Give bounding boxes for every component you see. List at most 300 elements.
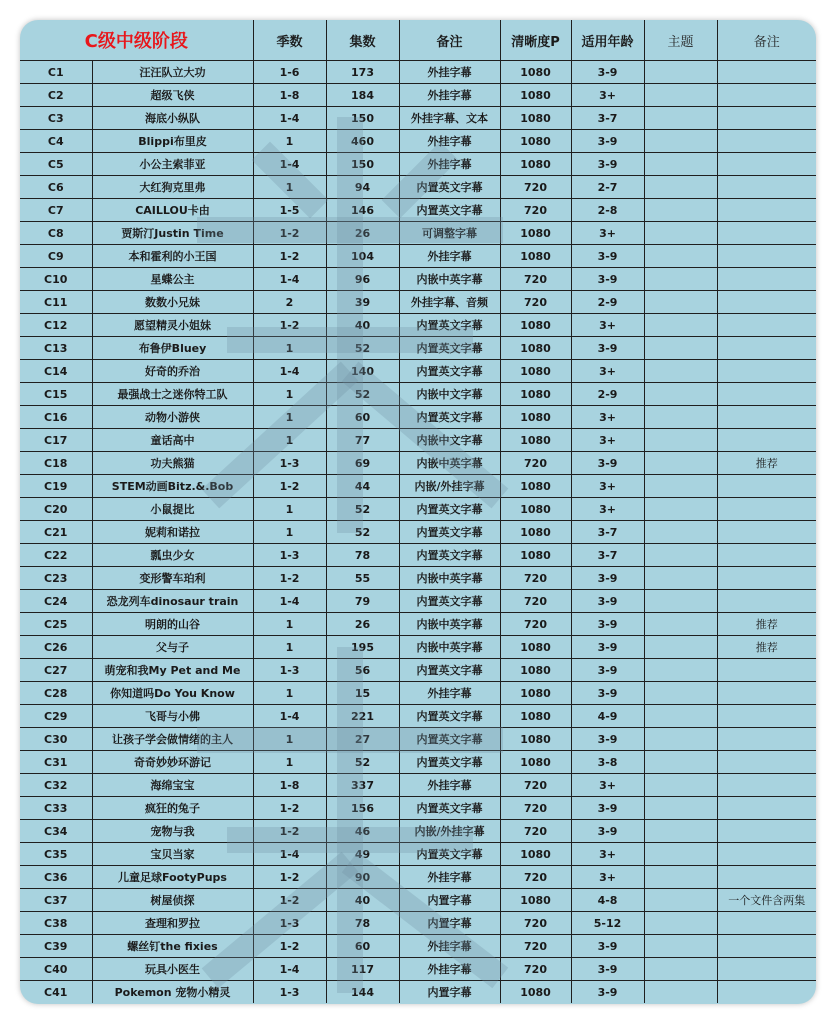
table-row bbox=[20, 153, 816, 176]
row-age: 3-8 bbox=[571, 751, 644, 774]
table-row bbox=[20, 889, 816, 912]
row-remark: 内嵌中英字幕 bbox=[399, 636, 500, 659]
row-age: 3-9 bbox=[571, 61, 644, 84]
row-season: 1-5 bbox=[253, 199, 326, 222]
row-age: 5-12 bbox=[571, 912, 644, 935]
header-resolution: 清晰度P bbox=[500, 20, 571, 61]
row-code: C3 bbox=[20, 107, 92, 130]
row-remark: 内置英文字幕 bbox=[399, 751, 500, 774]
row-episodes: 52 bbox=[326, 498, 399, 521]
row-age: 3-9 bbox=[571, 797, 644, 820]
row-age: 3+ bbox=[571, 498, 644, 521]
row-title: 查理和罗拉 bbox=[92, 912, 253, 935]
row-age: 3+ bbox=[571, 84, 644, 107]
row-code: C40 bbox=[20, 958, 92, 981]
row-episodes: 15 bbox=[326, 682, 399, 705]
row-note bbox=[717, 199, 816, 222]
row-age: 3-9 bbox=[571, 245, 644, 268]
row-resolution: 1080 bbox=[500, 544, 571, 567]
row-theme bbox=[644, 843, 717, 866]
row-age: 2-7 bbox=[571, 176, 644, 199]
table-row bbox=[20, 84, 816, 107]
row-season: 1-2 bbox=[253, 475, 326, 498]
row-episodes: 337 bbox=[326, 774, 399, 797]
row-code: C22 bbox=[20, 544, 92, 567]
row-note: 推荐 bbox=[717, 613, 816, 636]
row-theme bbox=[644, 268, 717, 291]
row-episodes: 96 bbox=[326, 268, 399, 291]
row-theme bbox=[644, 107, 717, 130]
row-note: 推荐 bbox=[717, 636, 816, 659]
row-episodes: 56 bbox=[326, 659, 399, 682]
row-remark: 内置英文字幕 bbox=[399, 843, 500, 866]
row-code: C18 bbox=[20, 452, 92, 475]
row-note bbox=[717, 475, 816, 498]
row-note bbox=[717, 843, 816, 866]
row-remark: 可调整字幕 bbox=[399, 222, 500, 245]
table-row bbox=[20, 981, 816, 1004]
row-note bbox=[717, 521, 816, 544]
row-season: 1 bbox=[253, 337, 326, 360]
row-resolution: 720 bbox=[500, 935, 571, 958]
row-resolution: 1080 bbox=[500, 222, 571, 245]
table-row bbox=[20, 199, 816, 222]
row-theme bbox=[644, 590, 717, 613]
row-episodes: 52 bbox=[326, 751, 399, 774]
row-episodes: 79 bbox=[326, 590, 399, 613]
row-note bbox=[717, 107, 816, 130]
row-episodes: 117 bbox=[326, 958, 399, 981]
row-remark: 外挂字幕 bbox=[399, 84, 500, 107]
row-code: C28 bbox=[20, 682, 92, 705]
row-note bbox=[717, 153, 816, 176]
row-note bbox=[717, 912, 816, 935]
row-age: 3-9 bbox=[571, 590, 644, 613]
header-note: 备注 bbox=[717, 20, 816, 61]
row-remark: 内置英文字幕 bbox=[399, 544, 500, 567]
row-episodes: 52 bbox=[326, 383, 399, 406]
row-season: 1 bbox=[253, 176, 326, 199]
row-age: 3-9 bbox=[571, 682, 644, 705]
row-remark: 内置字幕 bbox=[399, 889, 500, 912]
row-title: 数数小兄妹 bbox=[92, 291, 253, 314]
row-season: 1-3 bbox=[253, 981, 326, 1004]
row-episodes: 26 bbox=[326, 222, 399, 245]
row-remark: 外挂字幕 bbox=[399, 774, 500, 797]
row-note bbox=[717, 682, 816, 705]
row-code: C31 bbox=[20, 751, 92, 774]
row-resolution: 720 bbox=[500, 268, 571, 291]
row-remark: 内置英文字幕 bbox=[399, 314, 500, 337]
row-remark: 内置英文字幕 bbox=[399, 797, 500, 820]
row-age: 3-9 bbox=[571, 636, 644, 659]
row-resolution: 720 bbox=[500, 613, 571, 636]
row-title: 宝贝当家 bbox=[92, 843, 253, 866]
row-title: 童话高中 bbox=[92, 429, 253, 452]
row-code: C15 bbox=[20, 383, 92, 406]
row-title: 汪汪队立大功 bbox=[92, 61, 253, 84]
row-title: 明朗的山谷 bbox=[92, 613, 253, 636]
row-age: 2-8 bbox=[571, 199, 644, 222]
row-episodes: 156 bbox=[326, 797, 399, 820]
row-title: 小公主索菲亚 bbox=[92, 153, 253, 176]
row-season: 1 bbox=[253, 636, 326, 659]
row-code: C7 bbox=[20, 199, 92, 222]
row-episodes: 52 bbox=[326, 337, 399, 360]
table-row bbox=[20, 337, 816, 360]
row-title: 愿望精灵小姐妹 bbox=[92, 314, 253, 337]
row-remark: 内嵌中英字幕 bbox=[399, 613, 500, 636]
row-code: C1 bbox=[20, 61, 92, 84]
row-episodes: 49 bbox=[326, 843, 399, 866]
row-resolution: 1080 bbox=[500, 843, 571, 866]
row-code: C2 bbox=[20, 84, 92, 107]
row-season: 1 bbox=[253, 498, 326, 521]
row-episodes: 140 bbox=[326, 360, 399, 383]
row-resolution: 1080 bbox=[500, 981, 571, 1004]
row-resolution: 1080 bbox=[500, 475, 571, 498]
row-code: C30 bbox=[20, 728, 92, 751]
row-code: C36 bbox=[20, 866, 92, 889]
table-row bbox=[20, 268, 816, 291]
row-theme bbox=[644, 360, 717, 383]
row-theme bbox=[644, 429, 717, 452]
row-note bbox=[717, 728, 816, 751]
row-remark: 外挂字幕、音频 bbox=[399, 291, 500, 314]
header-episodes: 集数 bbox=[326, 20, 399, 61]
row-code: C4 bbox=[20, 130, 92, 153]
table-row bbox=[20, 820, 816, 843]
row-resolution: 720 bbox=[500, 912, 571, 935]
row-theme bbox=[644, 682, 717, 705]
row-title: 疯狂的兔子 bbox=[92, 797, 253, 820]
row-theme bbox=[644, 498, 717, 521]
row-age: 3+ bbox=[571, 429, 644, 452]
table-row bbox=[20, 429, 816, 452]
row-age: 3+ bbox=[571, 222, 644, 245]
row-theme bbox=[644, 889, 717, 912]
row-resolution: 1080 bbox=[500, 498, 571, 521]
row-code: C38 bbox=[20, 912, 92, 935]
table-row bbox=[20, 314, 816, 337]
row-season: 1-8 bbox=[253, 774, 326, 797]
row-theme bbox=[644, 659, 717, 682]
row-episodes: 44 bbox=[326, 475, 399, 498]
table-row bbox=[20, 567, 816, 590]
row-title: 最强战士之迷你特工队 bbox=[92, 383, 253, 406]
row-season: 1-4 bbox=[253, 590, 326, 613]
row-note bbox=[717, 567, 816, 590]
row-remark: 外挂字幕、文本 bbox=[399, 107, 500, 130]
row-season: 1-4 bbox=[253, 360, 326, 383]
row-episodes: 78 bbox=[326, 912, 399, 935]
row-theme bbox=[644, 820, 717, 843]
row-code: C17 bbox=[20, 429, 92, 452]
row-season: 1-3 bbox=[253, 544, 326, 567]
row-title: 功夫熊猫 bbox=[92, 452, 253, 475]
row-code: C41 bbox=[20, 981, 92, 1004]
row-theme bbox=[644, 521, 717, 544]
row-theme bbox=[644, 567, 717, 590]
row-remark: 内置英文字幕 bbox=[399, 176, 500, 199]
row-episodes: 26 bbox=[326, 613, 399, 636]
row-note bbox=[717, 958, 816, 981]
row-remark: 外挂字幕 bbox=[399, 153, 500, 176]
header-remark: 备注 bbox=[399, 20, 500, 61]
row-episodes: 69 bbox=[326, 452, 399, 475]
row-remark: 外挂字幕 bbox=[399, 866, 500, 889]
row-note: 推荐 bbox=[717, 452, 816, 475]
row-title: 瓢虫少女 bbox=[92, 544, 253, 567]
row-note bbox=[717, 705, 816, 728]
row-season: 1-6 bbox=[253, 61, 326, 84]
row-note bbox=[717, 176, 816, 199]
row-season: 1-2 bbox=[253, 889, 326, 912]
row-season: 1-4 bbox=[253, 705, 326, 728]
table-row bbox=[20, 682, 816, 705]
row-resolution: 1080 bbox=[500, 889, 571, 912]
table-row bbox=[20, 705, 816, 728]
row-note bbox=[717, 820, 816, 843]
row-episodes: 40 bbox=[326, 314, 399, 337]
row-remark: 内嵌中英字幕 bbox=[399, 268, 500, 291]
row-resolution: 1080 bbox=[500, 728, 571, 751]
row-age: 3-9 bbox=[571, 820, 644, 843]
row-remark: 外挂字幕 bbox=[399, 61, 500, 84]
row-season: 1-3 bbox=[253, 452, 326, 475]
row-resolution: 1080 bbox=[500, 107, 571, 130]
row-season: 1 bbox=[253, 429, 326, 452]
table-row bbox=[20, 751, 816, 774]
row-age: 3-9 bbox=[571, 337, 644, 360]
row-season: 1-2 bbox=[253, 797, 326, 820]
row-episodes: 150 bbox=[326, 153, 399, 176]
row-age: 3-9 bbox=[571, 935, 644, 958]
row-title: 螺丝钉the fixies bbox=[92, 935, 253, 958]
row-remark: 内嵌/外挂字幕 bbox=[399, 820, 500, 843]
row-theme bbox=[644, 728, 717, 751]
row-age: 3+ bbox=[571, 314, 644, 337]
row-age: 2-9 bbox=[571, 291, 644, 314]
row-title: 海底小纵队 bbox=[92, 107, 253, 130]
row-title: 奇奇妙妙环游记 bbox=[92, 751, 253, 774]
row-code: C14 bbox=[20, 360, 92, 383]
row-resolution: 1080 bbox=[500, 751, 571, 774]
row-title: 海绵宝宝 bbox=[92, 774, 253, 797]
row-remark: 内嵌/外挂字幕 bbox=[399, 475, 500, 498]
table-row bbox=[20, 590, 816, 613]
row-theme bbox=[644, 84, 717, 107]
row-theme bbox=[644, 751, 717, 774]
row-note bbox=[717, 291, 816, 314]
table-row bbox=[20, 291, 816, 314]
row-age: 3-7 bbox=[571, 544, 644, 567]
row-note bbox=[717, 406, 816, 429]
row-episodes: 77 bbox=[326, 429, 399, 452]
row-remark: 内置英文字幕 bbox=[399, 590, 500, 613]
row-season: 1 bbox=[253, 130, 326, 153]
row-code: C19 bbox=[20, 475, 92, 498]
row-remark: 内嵌中文字幕 bbox=[399, 429, 500, 452]
row-code: C35 bbox=[20, 843, 92, 866]
row-remark: 内置英文字幕 bbox=[399, 659, 500, 682]
row-episodes: 195 bbox=[326, 636, 399, 659]
row-season: 1-4 bbox=[253, 843, 326, 866]
row-note bbox=[717, 360, 816, 383]
row-title: 星蝶公主 bbox=[92, 268, 253, 291]
row-resolution: 1080 bbox=[500, 521, 571, 544]
table-row bbox=[20, 452, 816, 475]
row-code: C33 bbox=[20, 797, 92, 820]
row-age: 3-9 bbox=[571, 958, 644, 981]
row-age: 3-9 bbox=[571, 153, 644, 176]
row-theme bbox=[644, 176, 717, 199]
header-season: 季数 bbox=[253, 20, 326, 61]
row-season: 1-2 bbox=[253, 314, 326, 337]
table-row bbox=[20, 958, 816, 981]
row-code: C20 bbox=[20, 498, 92, 521]
row-title: 布鲁伊Bluey bbox=[92, 337, 253, 360]
row-title: 萌宠和我My Pet and Me bbox=[92, 659, 253, 682]
row-code: C16 bbox=[20, 406, 92, 429]
row-theme bbox=[644, 475, 717, 498]
row-note bbox=[717, 590, 816, 613]
table-row bbox=[20, 383, 816, 406]
row-code: C5 bbox=[20, 153, 92, 176]
row-season: 1 bbox=[253, 682, 326, 705]
row-age: 3-9 bbox=[571, 659, 644, 682]
header-theme: 主题 bbox=[644, 20, 717, 61]
row-title: Blippi布里皮 bbox=[92, 130, 253, 153]
row-episodes: 60 bbox=[326, 406, 399, 429]
row-remark: 外挂字幕 bbox=[399, 682, 500, 705]
row-resolution: 720 bbox=[500, 820, 571, 843]
row-age: 3-9 bbox=[571, 268, 644, 291]
row-episodes: 221 bbox=[326, 705, 399, 728]
row-resolution: 720 bbox=[500, 199, 571, 222]
row-note bbox=[717, 429, 816, 452]
row-note bbox=[717, 245, 816, 268]
row-resolution: 1080 bbox=[500, 337, 571, 360]
row-code: C23 bbox=[20, 567, 92, 590]
table-body bbox=[20, 61, 816, 1004]
row-theme bbox=[644, 337, 717, 360]
table-row bbox=[20, 728, 816, 751]
row-season: 1-3 bbox=[253, 912, 326, 935]
row-title: 树屋侦探 bbox=[92, 889, 253, 912]
row-theme bbox=[644, 958, 717, 981]
row-episodes: 55 bbox=[326, 567, 399, 590]
row-season: 1 bbox=[253, 728, 326, 751]
row-code: C37 bbox=[20, 889, 92, 912]
row-theme bbox=[644, 935, 717, 958]
row-age: 3+ bbox=[571, 406, 644, 429]
row-episodes: 150 bbox=[326, 107, 399, 130]
row-theme bbox=[644, 981, 717, 1004]
row-theme bbox=[644, 245, 717, 268]
row-age: 3-7 bbox=[571, 521, 644, 544]
row-episodes: 39 bbox=[326, 291, 399, 314]
row-age: 3-9 bbox=[571, 728, 644, 751]
table-row bbox=[20, 521, 816, 544]
row-remark: 内置英文字幕 bbox=[399, 498, 500, 521]
table-row bbox=[20, 636, 816, 659]
row-theme bbox=[644, 613, 717, 636]
row-remark: 内置字幕 bbox=[399, 981, 500, 1004]
row-code: C12 bbox=[20, 314, 92, 337]
row-season: 1-4 bbox=[253, 107, 326, 130]
row-episodes: 173 bbox=[326, 61, 399, 84]
catalog-card bbox=[20, 20, 816, 1004]
row-resolution: 1080 bbox=[500, 314, 571, 337]
row-age: 3-9 bbox=[571, 613, 644, 636]
row-episodes: 184 bbox=[326, 84, 399, 107]
table-row bbox=[20, 935, 816, 958]
row-theme bbox=[644, 314, 717, 337]
table-row bbox=[20, 659, 816, 682]
row-note bbox=[717, 751, 816, 774]
table-row bbox=[20, 498, 816, 521]
row-age: 3-9 bbox=[571, 130, 644, 153]
row-title: 贾斯汀Justin Time bbox=[92, 222, 253, 245]
row-title: 超级飞侠 bbox=[92, 84, 253, 107]
row-title: CAILLOU卡由 bbox=[92, 199, 253, 222]
row-resolution: 720 bbox=[500, 567, 571, 590]
row-code: C6 bbox=[20, 176, 92, 199]
catalog-table bbox=[20, 20, 816, 1003]
table-row bbox=[20, 245, 816, 268]
row-title: 父与子 bbox=[92, 636, 253, 659]
row-age: 3-9 bbox=[571, 981, 644, 1004]
row-title: 让孩子学会做情绪的主人 bbox=[92, 728, 253, 751]
row-note bbox=[717, 84, 816, 107]
row-title: 大红狗克里弗 bbox=[92, 176, 253, 199]
row-age: 3-9 bbox=[571, 452, 644, 475]
row-note bbox=[717, 498, 816, 521]
row-note bbox=[717, 222, 816, 245]
row-remark: 内置英文字幕 bbox=[399, 337, 500, 360]
row-code: C9 bbox=[20, 245, 92, 268]
row-resolution: 720 bbox=[500, 590, 571, 613]
row-title: 妮莉和诺拉 bbox=[92, 521, 253, 544]
row-remark: 内置字幕 bbox=[399, 912, 500, 935]
row-resolution: 720 bbox=[500, 774, 571, 797]
row-season: 1-2 bbox=[253, 245, 326, 268]
row-theme bbox=[644, 866, 717, 889]
row-resolution: 1080 bbox=[500, 659, 571, 682]
row-season: 1-4 bbox=[253, 153, 326, 176]
table-row bbox=[20, 544, 816, 567]
row-age: 3+ bbox=[571, 843, 644, 866]
row-remark: 内嵌中英字幕 bbox=[399, 567, 500, 590]
row-note bbox=[717, 268, 816, 291]
row-note bbox=[717, 314, 816, 337]
row-title: 变形警车珀利 bbox=[92, 567, 253, 590]
row-theme bbox=[644, 705, 717, 728]
row-episodes: 60 bbox=[326, 935, 399, 958]
row-resolution: 1080 bbox=[500, 245, 571, 268]
row-code: C24 bbox=[20, 590, 92, 613]
row-resolution: 720 bbox=[500, 176, 571, 199]
row-season: 1-8 bbox=[253, 84, 326, 107]
row-code: C32 bbox=[20, 774, 92, 797]
row-season: 1 bbox=[253, 383, 326, 406]
row-age: 3+ bbox=[571, 774, 644, 797]
row-season: 1-2 bbox=[253, 935, 326, 958]
row-theme bbox=[644, 636, 717, 659]
table-row bbox=[20, 406, 816, 429]
row-episodes: 52 bbox=[326, 521, 399, 544]
